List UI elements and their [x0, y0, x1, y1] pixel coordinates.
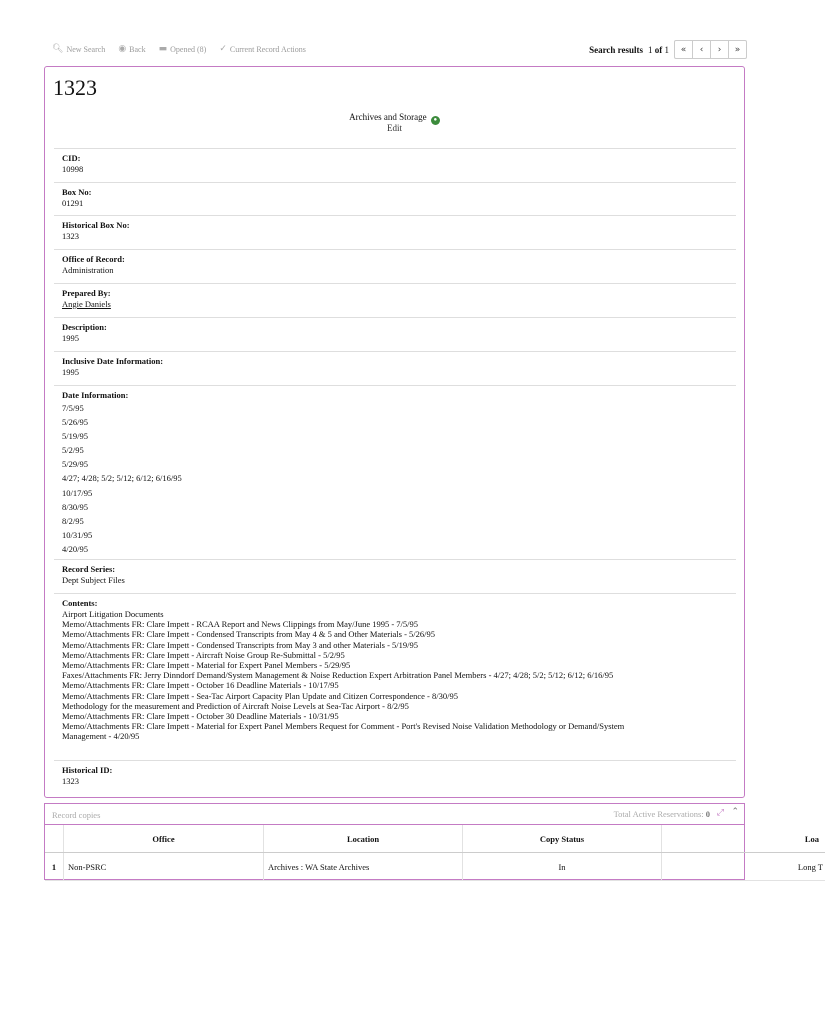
search-results-nav	[589, 40, 747, 59]
field-value: 10998	[62, 164, 84, 174]
cell-office: Non-PSRC	[63, 853, 263, 880]
field-value: 1995	[62, 333, 79, 343]
field-prepared-by	[54, 283, 736, 310]
result-total: 1	[664, 44, 669, 55]
cell-loan: Long T	[661, 853, 825, 880]
previous-page-button[interactable]	[692, 41, 710, 58]
field-label: Office of Record:	[62, 254, 125, 264]
column-header-location[interactable]: Location	[263, 825, 462, 852]
field-value: Administration	[62, 265, 114, 275]
active-reservations-label: Total Active Reservations:	[613, 809, 704, 819]
contents-line: Memo/Attachments FR: Clare Impett - Material for Expert Panel Members Request for Comment - Port's Revised Noise Validation Methodology or Demand/System	[62, 721, 625, 732]
field-label: CID:	[62, 153, 81, 163]
date-item: 8/2/95	[62, 515, 84, 526]
double-chevron-left-icon: «	[680, 44, 687, 55]
contents-line: Memo/Attachments FR: Clare Impett - Material for Expert Panel Members - 5/29/95	[62, 660, 351, 671]
result-index: 1	[648, 44, 653, 55]
cell-copy-status: In	[462, 853, 661, 880]
new-search-button[interactable]	[52, 44, 105, 54]
field-date-information	[54, 385, 736, 556]
record-copies-header	[45, 804, 744, 825]
current-record-actions-button[interactable]	[219, 44, 306, 54]
record-copies-title: Record copies	[52, 810, 101, 820]
row-number: 1	[51, 861, 57, 872]
active-reservations	[614, 809, 710, 819]
record-actions-bar	[52, 44, 319, 54]
field-office-of-record	[54, 249, 736, 276]
prepared-by-link[interactable]: Angie Daniels	[62, 299, 111, 309]
date-item: 7/5/95	[62, 403, 84, 413]
back-label: Back	[129, 44, 146, 54]
field-box-no	[54, 182, 736, 209]
contents-line: Memo/Attachments FR: Clare Impett - Sea-Tac Airport Capacity Plan Update and Citizen Correspondence - 8/30/95	[62, 690, 458, 701]
contents-line: Memo/Attachments FR: Clare Impett - October 30 Deadline Materials - 10/31/95	[62, 711, 339, 722]
field-value: 01291	[62, 198, 84, 208]
chevron-right-icon: ›	[717, 44, 722, 55]
date-item: 10/17/95	[62, 487, 93, 498]
opened-button[interactable]	[159, 44, 207, 54]
last-page-button[interactable]	[728, 41, 746, 58]
check-icon: ✓	[219, 44, 227, 54]
edit-link[interactable]: Edit	[387, 123, 402, 133]
contents-line: Memo/Attachments FR: Clare Impett - Condensed Transcripts from May 3 and other Materials - 5/19/95	[62, 639, 418, 650]
field-label: Historical ID:	[62, 765, 113, 775]
field-label: Historical Box No:	[62, 220, 130, 230]
search-results-count	[648, 45, 669, 55]
record-subtitle-text: Archives and Storage	[349, 112, 427, 122]
opened-label: Opened (8)	[170, 44, 207, 54]
date-item: 5/19/95	[62, 431, 88, 442]
chevron-left-icon: ‹	[699, 44, 704, 55]
date-item: 4/20/95	[62, 543, 88, 554]
row-number-header	[45, 825, 63, 852]
record-copies-table	[45, 825, 825, 881]
top-toolbar	[52, 44, 747, 60]
contents-line: Memo/Attachments FR: Clare Impett - RCAA Report and News Clippings from May/June 1995 - 7/5/95	[62, 619, 419, 630]
first-page-button[interactable]	[675, 41, 692, 58]
double-chevron-right-icon: »	[734, 44, 741, 55]
expand-icon[interactable]: ⤢	[716, 808, 724, 818]
record-title: 1323	[53, 75, 97, 100]
date-item: 4/27; 4/28; 5/2; 5/12; 6/12; 6/16/95	[62, 473, 182, 484]
result-of: of	[654, 44, 663, 55]
contents-line: Memo/Attachments FR: Clare Impett - October 16 Deadline Materials - 10/17/95	[62, 680, 339, 691]
field-label: Record Series:	[62, 564, 116, 574]
field-label: Box No:	[62, 187, 92, 197]
field-cid	[54, 148, 736, 175]
column-header-loan[interactable]: Loa	[661, 825, 825, 852]
next-page-button[interactable]	[710, 41, 728, 58]
field-value: 1323	[62, 231, 79, 241]
contents-line: Airport Litigation Documents	[62, 609, 164, 619]
contents-line: Management - 4/20/95	[62, 731, 140, 742]
field-contents	[54, 593, 736, 742]
column-header-copy-status[interactable]: Copy Status	[462, 825, 661, 852]
record-copies-panel	[44, 803, 823, 880]
table-row[interactable]	[45, 853, 825, 881]
folder-icon: ▬	[158, 44, 168, 54]
record-panel	[44, 66, 745, 798]
contents-line: Memo/Attachments FR: Clare Impett - Aircraft Noise Group Re-Submittal - 5/2/95	[62, 649, 345, 660]
date-item: 5/26/95	[62, 417, 88, 428]
date-item: 8/30/95	[62, 501, 88, 512]
back-icon: ◉	[118, 44, 127, 54]
field-value: 1323	[62, 776, 79, 786]
pager	[674, 40, 747, 59]
cell-location: Archives : WA State Archives	[263, 853, 462, 880]
field-label: Date Information:	[62, 390, 129, 400]
field-record-series	[54, 559, 736, 586]
contents-line: Faxes/Attachments FR: Jerry Dinndorf Demand/System Management & Noise Reduction Expert Arbitration Panel Members - 4/27; 4/28; 5/2; 5/12; 6/12; 6/16/95	[62, 670, 614, 681]
new-search-label: New Search	[66, 44, 106, 54]
column-header-office[interactable]: Office	[63, 825, 263, 852]
active-reservations-count: 0	[705, 809, 710, 819]
table-header-row	[45, 825, 825, 853]
field-label: Inclusive Date Information:	[62, 356, 164, 366]
collapse-chevron-up-icon[interactable]: ⌃	[731, 807, 739, 817]
field-label: Prepared By:	[62, 288, 111, 298]
field-value: Dept Subject Files	[62, 575, 125, 585]
field-inclusive-date-information	[54, 351, 736, 378]
field-label: Description:	[62, 322, 107, 332]
contents-line: Memo/Attachments FR: Clare Impett - Condensed Transcripts from May 4 & 5 and Other Materials - 5/26/95	[62, 629, 435, 640]
field-historical-box-no	[54, 215, 736, 242]
back-button[interactable]	[118, 44, 145, 54]
search-icon: 🔍︎	[52, 44, 64, 54]
current-record-actions-label: Current Record Actions	[229, 44, 306, 54]
field-label: Contents:	[62, 598, 98, 608]
globe-icon[interactable]: ●	[431, 116, 440, 125]
date-item: 5/2/95	[62, 445, 84, 456]
field-value: 1995	[62, 367, 79, 377]
field-historical-id	[54, 760, 736, 787]
date-item: 5/29/95	[62, 459, 88, 470]
date-item: 10/31/95	[62, 529, 93, 540]
field-description	[54, 317, 736, 344]
search-results-label: Search results	[589, 44, 643, 55]
contents-line: Methodology for the measurement and Prediction of Aircraft Noise Levels at Sea-Tac Airport - 8/2/95	[62, 700, 409, 711]
